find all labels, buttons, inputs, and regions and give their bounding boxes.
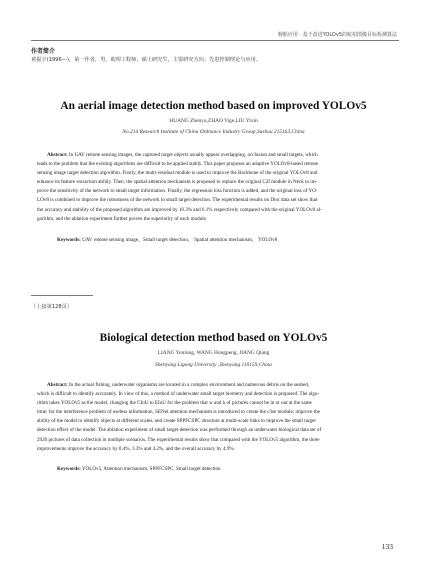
article1-affiliation: No.214 Research Institute of China Ordnance Industry Group,Suzhou 215163,China [122,129,305,135]
article1-abstract-line: the accuracy and stability of the proposed algorithm are improved by 10.3% and 6.1% respectively compared with the original YOLOv8 al- [37,206,322,213]
article1-abstract [37,151,390,224]
article2-authors: LIANG Yunlong, WANG Hongpeng, JIANG Qiang [157,350,270,356]
author-bio-text: 黄振宇(1996—)，第一作者，男，助理工程师，硕士研究生，主要研究方向：先进控制理论与应用。 [31,57,261,63]
article1-keywords-label: Keywords: [57,237,81,243]
author-bio-heading: 作者简介 [31,48,56,55]
article2-abstract-line: ability of the model to identify objects at different scales, and create SPPFCSPC structure at multi-scale links to improve the small target [37,418,316,425]
article1-abstract-line: sensing image target detection algorithm. Firstly, the multi-residual module is used to improve the Backbone of the original YOLOv8 and [37,170,318,177]
article2-abstract-line: detection effect of the model. The ablation experiment of small target detection was performed through an underwater biological data set of [37,427,322,434]
article2-keywords-text: YOLOv5, Attention mechanism, SPPFCSPC, Small target detection [81,466,221,472]
continued-note: （上接第128页） [31,304,73,310]
article2-affiliation: Shenyang Ligong University ,Shenyang 110159,China [155,362,272,368]
article1-abstract-line: leads to the problem that the existing algorithms are difficult to be applied stably. This paper proposes an adaptive YOLOv8-based remote [37,161,319,168]
section-divider [31,295,93,296]
article2-abstract-line: rithm takes YOLOv5 as the model, changing the CIoU to EIoU for the problem that w and h of pictures cannot be in or out at the same [37,400,312,407]
article1-abstract-line: enhance its feature extraction ability. Then, the spatial attention mechanism is proposed to replace the original C2f module in Neck to im- [37,179,318,186]
page-header [0,0,427,44]
article2-abstract [37,381,390,454]
article1-abstract-line: gorithm, and the ablation experiment further proves the superiority of each module. [37,215,208,222]
article1-abstract-line: LOv8 is combined to improve the robustness of the network to small target detection. The experimental results on Dior data set show that [37,197,318,204]
article2-title: Biological detection method based on YOLOv5 [99,332,328,344]
article2-abstract-label: Abstract: [47,382,68,388]
article2-abstract-line: improvements improve the accuracy by 0.4%, 3.3% and 4.2%, and the overall accuracy by 4.9%. [37,445,235,452]
article1-abstract-line: Abstract: In UAV remote sensing images, the captured target objects usually appear overlapping, occlusion and small targets, which [47,152,318,158]
running-head: 舰船应用 · 基于改进YOLOv5的航拍图像目标检测算法 [277,32,397,38]
article2-abstract-line: Abstract: In the actual fishing, underwater organisms are located in a complex environment and numerous debris on the seabed, [47,382,310,388]
page-number: 133 [381,542,393,551]
article2-keywords-label: Keywords: [57,466,81,472]
article2-abstract-line: 2920 pictures of data collection in multiple scenarios. The experimental results show that compared with the YOLOv5 algorithm, the three [37,436,320,443]
article1-abstract-label: Abstract: [47,152,68,158]
article1-abstract-line: prove the sensitivity of the network to small target information. Finally, the regression loss function is added, and the original loss of YO- [37,188,318,195]
article1-keywords [57,236,390,243]
article2-abstract-line: time; for the interference problem of useless information, SENet attention mechanism is introduced to create the c3se module; improve the [37,409,320,416]
article2-keywords [57,466,390,472]
article1-authors: HUANG Zhenyu,ZHAO Yige,LIU Yixin [169,118,258,124]
article1-title: An aerial image detection method based on improved YOLOv5 [60,100,367,112]
article2-abstract-line: which is difficult to identify accurately. In view of this, a method of underwater small target biometry and detection is proposed. The algo- [37,391,320,398]
article1-keywords-text: UAV remote sensing image，Small target detection， Spatial attention mechanism， YOLOv8 [82,237,278,243]
